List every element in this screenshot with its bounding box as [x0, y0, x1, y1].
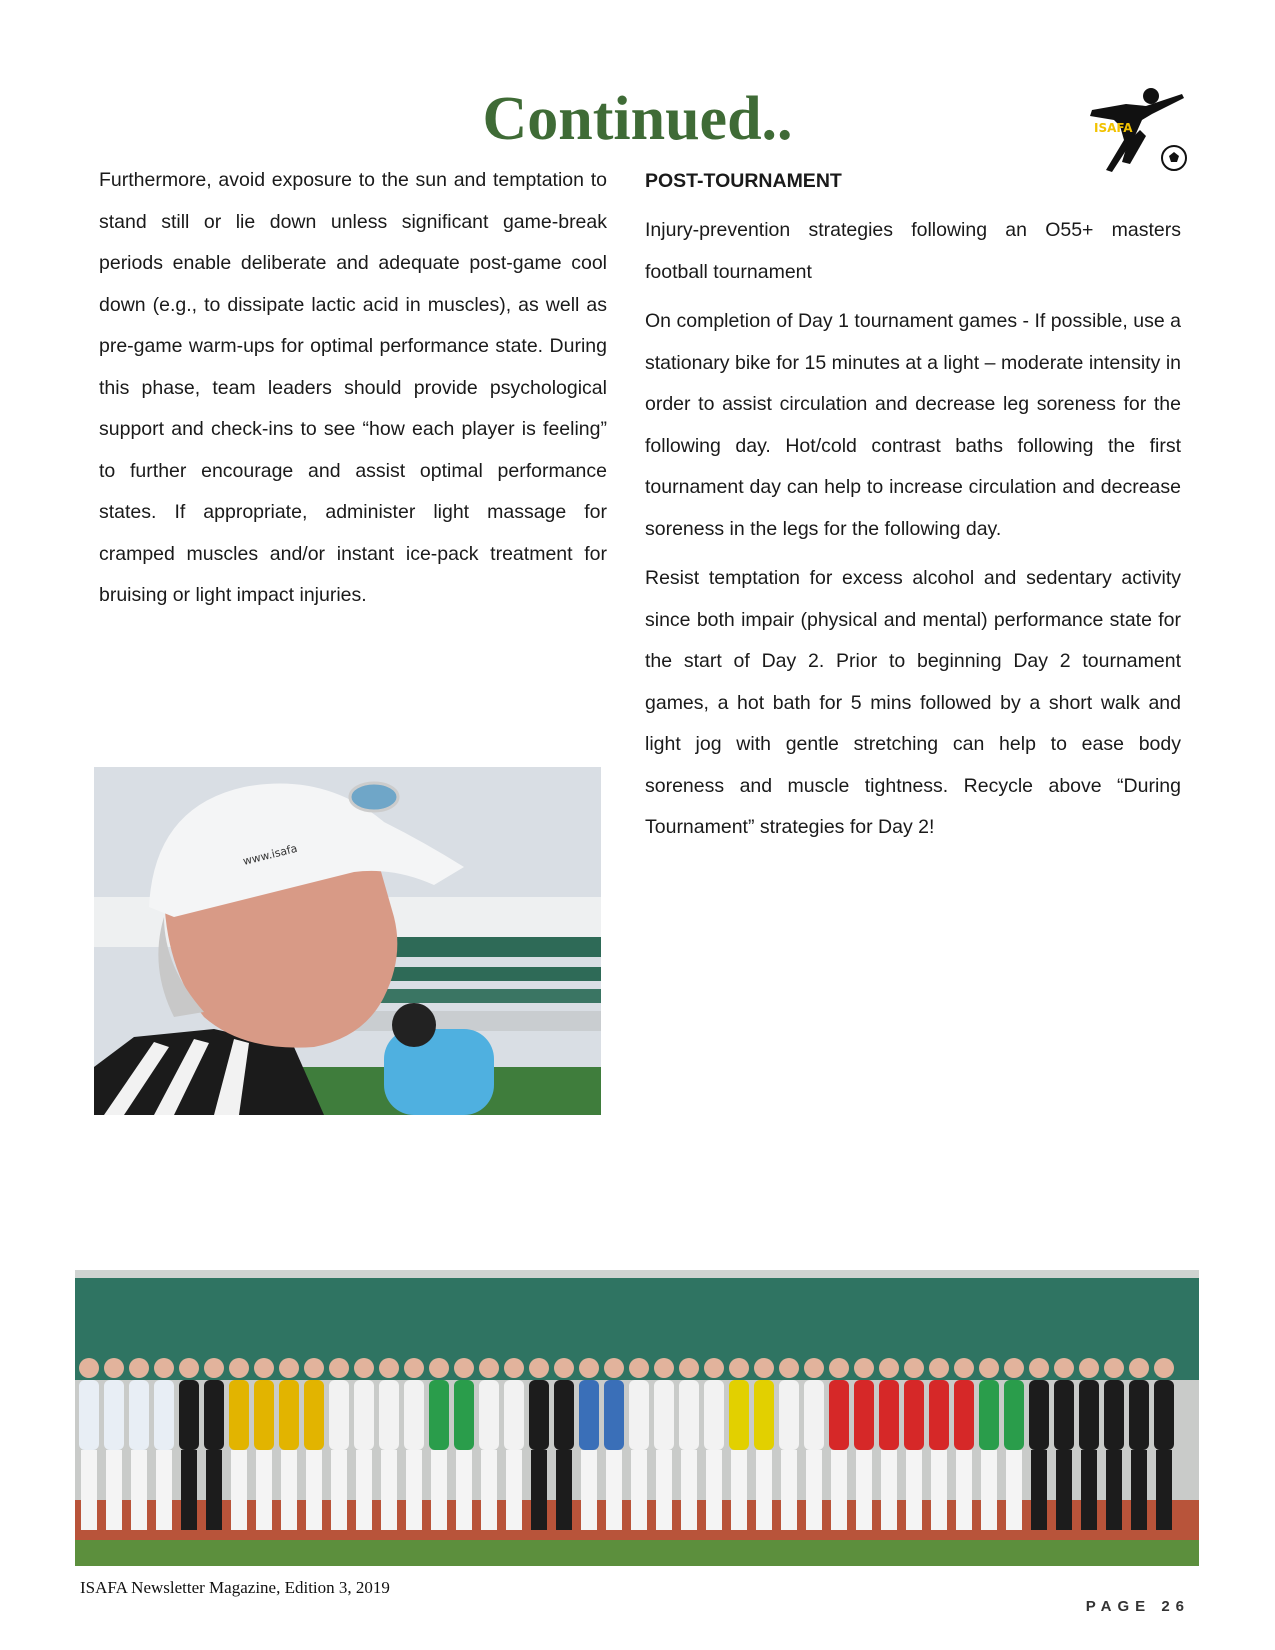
section-heading: POST-TOURNAMENT [645, 170, 842, 192]
left-column [99, 160, 607, 617]
team-photo [75, 1270, 1199, 1566]
coach-photo [94, 767, 601, 1115]
svg-text:ISAFA: ISAFA [1094, 121, 1133, 135]
paragraph-day1: On completion of Day 1 tournament games - If possible, use a stationary bike for 15 minutes at a light – moderate intensity in order to assist circulation and decrease leg soreness for the following day. Hot/cold contrast baths following the first tournament day can help to increase circulation and decrease soreness in the legs for the following day. [645, 310, 1181, 540]
page-number: PAGE 26 [1085, 1598, 1190, 1615]
publication-footer: ISAFA Newsletter Magazine, Edition 3, 2019 [80, 1578, 390, 1597]
page-title: Continued.. [482, 85, 793, 153]
svg-text:www.isafa: www.isafa [241, 841, 299, 868]
left-paragraph: Furthermore, avoid exposure to the sun and temptation to stand still or lie down unless significant game-break periods enable deliberate and adequate post-game cool down (e.g., to dissipate lactic acid in muscles), as well as pre-game warm-ups for optimal performance state. During this phase, team leaders should provide psychological support and check-ins to see “how each player is feeling” to further encourage and assist optimal performance states. If appropriate, administer light massage for cramped muscles and/or instant ice-pack treatment for bruising or light impact injuries. [99, 169, 607, 606]
paragraph-intro: Injury-prevention strategies following an O55+ masters football tournament [645, 219, 1181, 283]
paragraph-day2: Resist temptation for excess alcohol and sedentary activity since both impair (physical and mental) performance state for the start of Day 2. Prior to beginning Day 2 tournament games, a hot bath for 5 mins followed by a short walk and light jog with gentle stretching can help to ease body soreness and muscle tightness. Recycle above “During Tournament” strategies for Day 2! [645, 567, 1181, 838]
right-column [645, 166, 1181, 857]
